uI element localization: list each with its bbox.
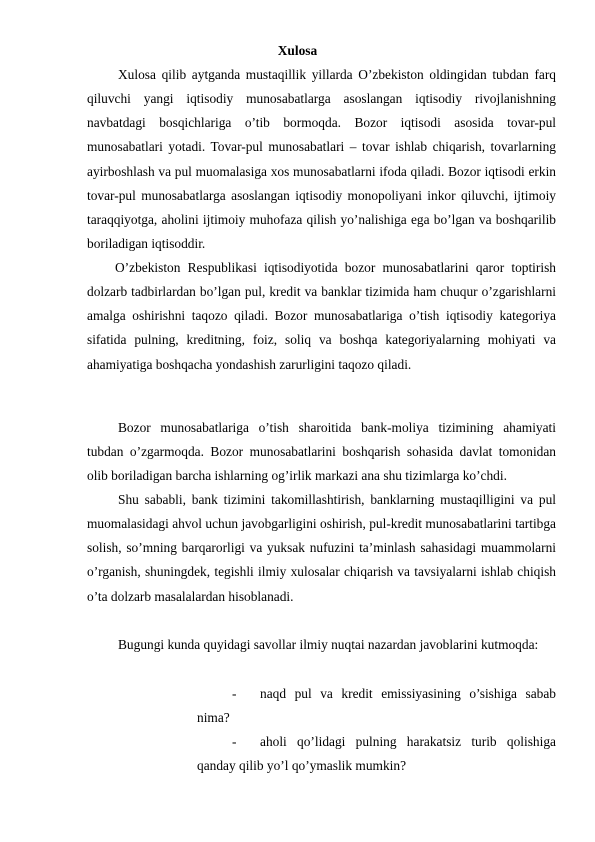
paragraph-conclusion-intro: Xulosa qilib aytganda mustaqillik yillarda O’zbekiston oldingidan tubdan farq qiluvchi yangi iqtisodiy munosabatlarga asoslangan iqtisodiy rivojlanishning navbatdagi bosqichlariga o’tib bormoqda. Bozor iqtisodi asosida tovar-pul munosabatlari yotadi. Tovar-pul munosabatlari – tovar ishlab chiqarish, tovarlarning ayirboshlash va pul muomalasiga xos munosabatlarni ifoda qiladi. Bozor iqtisodi erkin tovar-pul munosabatlarga asoslangan iqtisodiy monopoliyani inkor qiluvchi, ijtimoiy taraqqiyotga, aholini ijtimoiy muhofaza qilish yo’nalishiga ega bo’lgan va boshqarilib boriladigan iqtisoddir. (87, 67, 556, 252)
list-dash-marker: - (232, 686, 237, 701)
page-title: Xulosa (277, 43, 318, 58)
paragraph-bank-improvement: Shu sababli, bank tizimini takomillashtirish, banklarning mustaqilligini va pul muomalasidagi ahvol uchun javobgarligini oshirish, pul-kredit munosabatlarini tartibga solish, so’mning barqarorligi va yuksak nufuzini ta’minlash sahasidagi muammolarni o’rganish, shuningdek, tegishli ilmiy xulosalar chiqarish va tavsiyalarni ishlab chiqish o’ta dolzarb masalalardan hisoblanadi. (87, 492, 556, 604)
paragraph-banking-system: Bozor munosabatlariga o’tish sharoitida bank-moliya tizimining ahamiyati tubdan o’zgarmoqda. Bozor munosabatlarini boshqarish sohasida davlat tomonidan olib boriladigan barcha ishlarning og’irlik markazi ana shu tizimlarga ko’chdi. (87, 420, 556, 484)
list-dash-marker: - (232, 734, 237, 749)
paragraph-questions-intro: Bugungi kunda quyidagi savollar ilmiy nuqtai nazardan javoblarini kutmoqda: (118, 637, 539, 652)
paragraph-market-relations: O’zbekiston Respublikasi iqtisodiyotida bozor munosabatlarini qaror toptirish dolzarb tadbirlardan bo’lgan pul, kredit va banklar tizimida ham chuqur o’zgarishlarni amalga oshirishni taqozo qiladi. Bozor munosabatlariga o’tish iqtisodiy kategoriya sifatida pulning, kreditning, foiz, soliq va boshqa kategoriyalarning mohiyati va ahamiyatiga boshqacha yondashish zarurligini taqozo qiladi. (87, 260, 556, 372)
question-item (197, 682, 556, 730)
question-text: aholi qo’lidagi pulning harakatsiz turib qolishiga qanday qilib yo’l qo’ymaslik mumkin? (197, 734, 556, 774)
question-text: naqd pul va kredit emissiyasining o’sishiga sabab nima? (197, 686, 556, 726)
question-item (197, 730, 556, 778)
